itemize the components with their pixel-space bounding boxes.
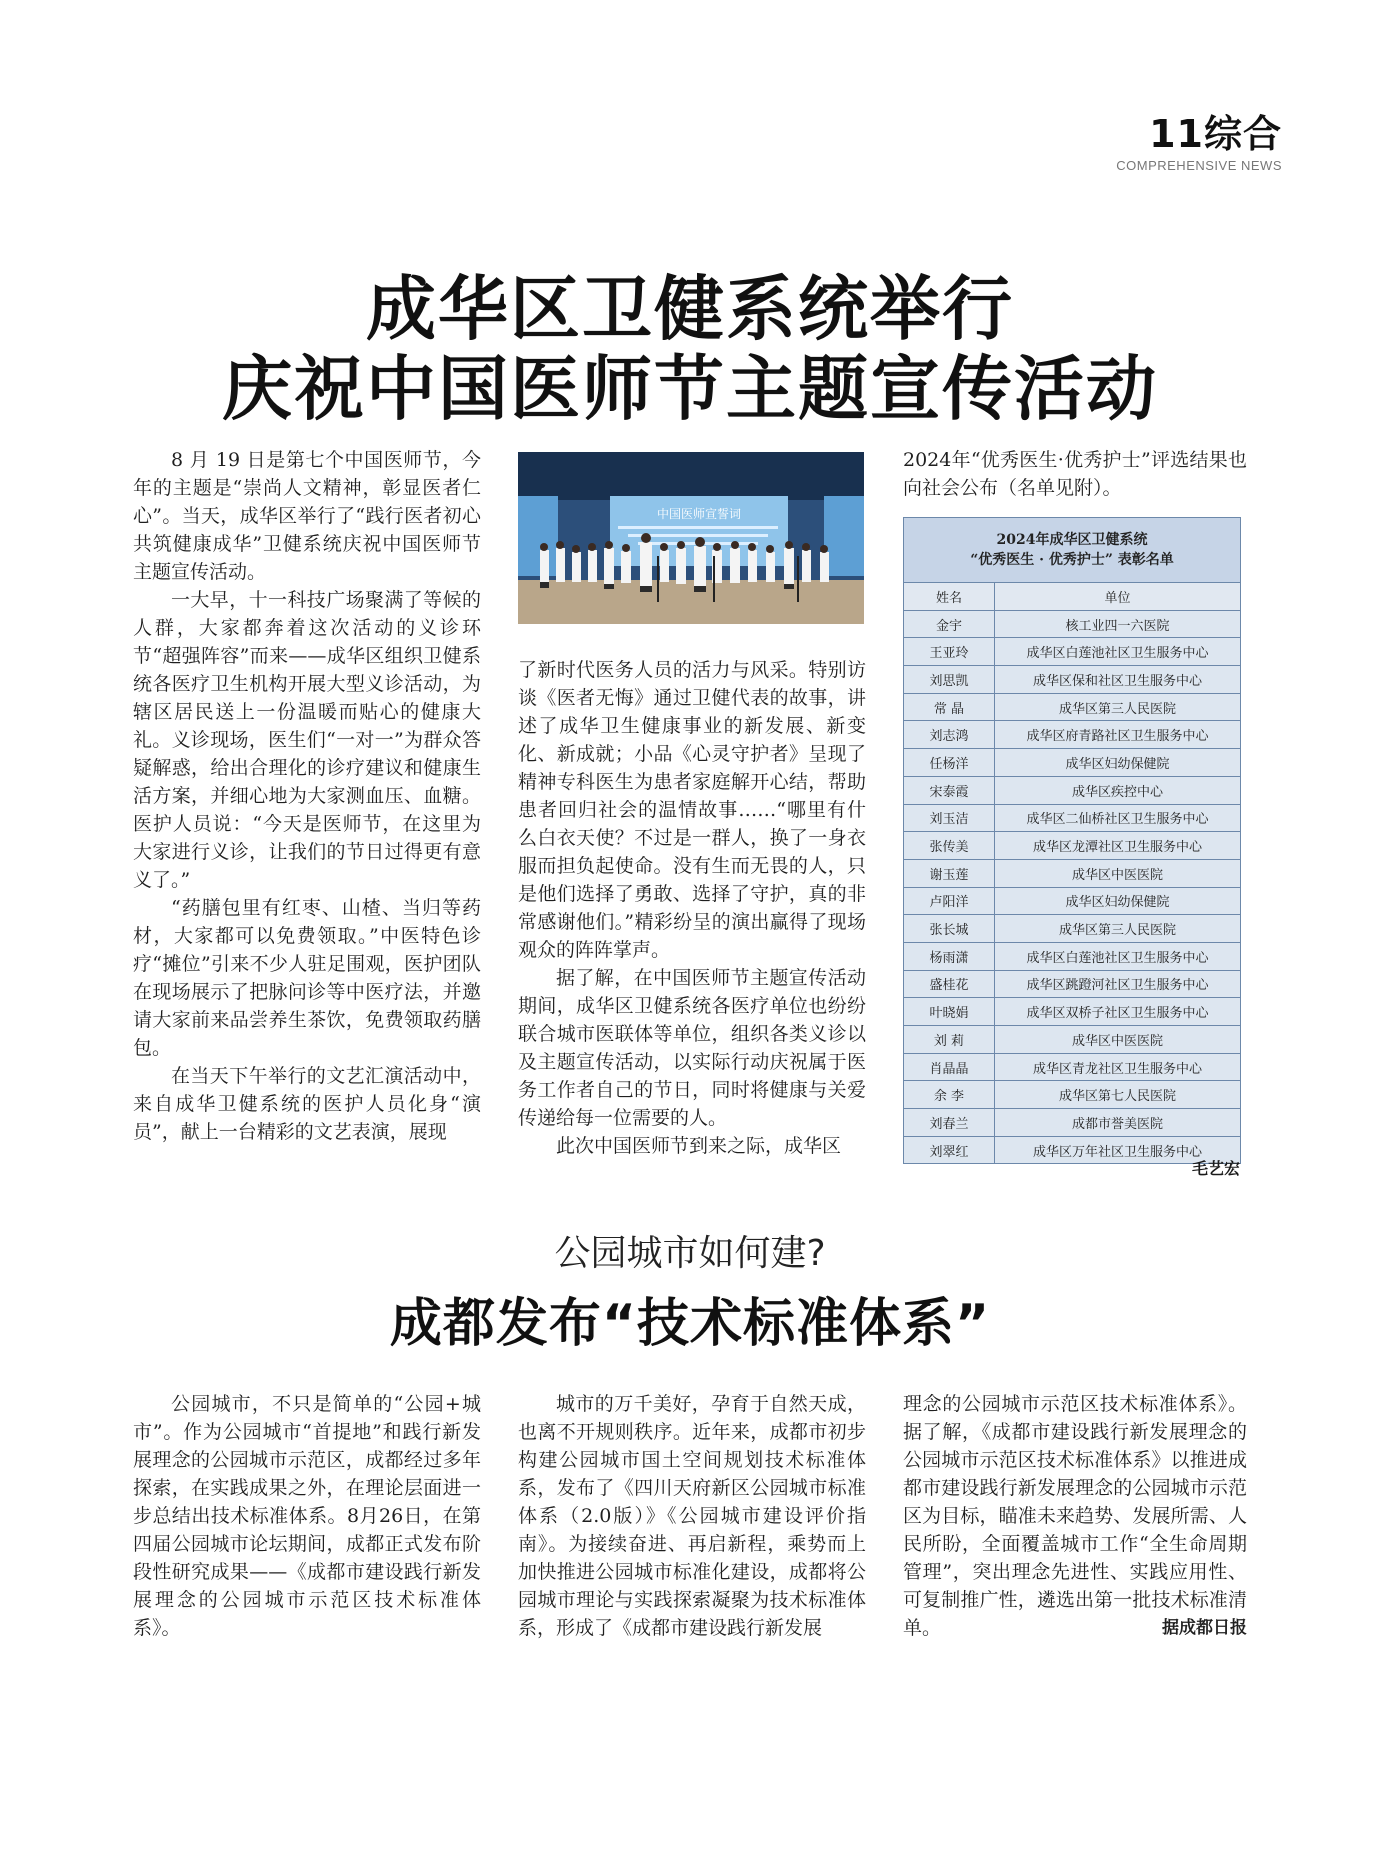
paragraph: 8 月 19 日是第七个中国医师节，今年的主题是“崇尚人文精神，彰显医者仁心”。当天，成华区举行了“践行医者初心 共筑健康成华”卫健系统庆祝中国医师节主题宣传活动。 bbox=[133, 449, 481, 583]
cell-unit: 成华区第七人民医院 bbox=[995, 1081, 1241, 1109]
cell-name: 张长城 bbox=[904, 915, 995, 943]
table-row bbox=[904, 970, 1241, 998]
cell-name: 刘 莉 bbox=[904, 1026, 995, 1054]
table-row bbox=[904, 998, 1241, 1026]
paragraph: 公园城市，不只是简单的“公园+城市”。作为公园城市“首提地”和践行新发展理念的公园城市示范区，成都经过多年探索，在实践成果之外，在理论层面进一步总结出技术标准体系。8月26日，在第四届公园城市论坛期间，成都正式发布阶段性研究成果——《成都市建设践行新发展理念的公园城市示范区技术标准体系》。 bbox=[133, 1393, 481, 1639]
table-row bbox=[904, 721, 1241, 749]
table-row bbox=[904, 1109, 1241, 1137]
cell-unit: 成华区府青路社区卫生服务中心 bbox=[995, 721, 1241, 749]
cell-name: 卢阳洋 bbox=[904, 887, 995, 915]
cell-unit: 成华区青龙社区卫生服务中心 bbox=[995, 1053, 1241, 1081]
paragraph bbox=[903, 1390, 1247, 1642]
table-row bbox=[904, 804, 1241, 832]
cell-name: 叶晓娟 bbox=[904, 998, 995, 1026]
table-title-line1: 2024年成华区卫健系统 bbox=[996, 532, 1148, 548]
table-row bbox=[904, 666, 1241, 694]
cell-unit: 成华区妇幼保健院 bbox=[995, 749, 1241, 777]
table-row bbox=[904, 610, 1241, 638]
table-row bbox=[904, 859, 1241, 887]
cell-unit: 成华区疾控中心 bbox=[995, 776, 1241, 804]
table-row bbox=[904, 776, 1241, 804]
page-header bbox=[1116, 112, 1282, 173]
section-subtitle: COMPREHENSIVE NEWS bbox=[1116, 158, 1282, 173]
cell-unit: 成华区保和社区卫生服务中心 bbox=[995, 666, 1241, 694]
table-header-row bbox=[904, 583, 1241, 611]
cell-name: 肖晶晶 bbox=[904, 1053, 995, 1081]
article2-column1 bbox=[133, 1390, 481, 1642]
cell-unit: 成华区龙潭社区卫生服务中心 bbox=[995, 832, 1241, 860]
article2-kicker: 公园城市如何建? bbox=[554, 1233, 826, 1274]
paragraph: 在当天下午举行的文艺汇演活动中，来自成华卫健系统的医护人员化身“演员”，献上一台精彩的文艺表演，展现 bbox=[133, 1065, 481, 1143]
cell-unit: 成华区第三人民医院 bbox=[995, 915, 1241, 943]
paragraph: 城市的万千美好，孕育于自然天成，也离不开规则秩序。近年来，成都市初步构建公园城市国土空间规划技术标准体系，发布了《四川天府新区公园城市标准体系（2.0版）》《公园城市建设评价指南》。为接续奋进、再启新程，乘势而上加快推进公园城市标准化建设，成都将公园城市理论与实践探索凝聚为技术标准体系，形成了《成都市建设践行新发展 bbox=[518, 1393, 866, 1639]
table-row bbox=[904, 915, 1241, 943]
paragraph: 了新时代医务人员的活力与风采。特别访谈《医者无悔》通过卫健代表的故事，讲述了成华卫生健康事业的新发展、新变化、新成就；小品《心灵守护者》呈现了精神专科医生为患者家庭解开心结，帮助患者回归社会的温情故事……“哪里有什么白衣天使？不过是一群人，换了一身衣服而担负起使命。没有生而无畏的人，只是他们选择了勇敢、选择了守护，真的非常感谢他们。”精彩纷呈的演出赢得了现场观众的阵阵掌声。 bbox=[518, 659, 866, 961]
article2-title: 成都发布“技术标准体系” bbox=[389, 1294, 991, 1354]
event-photo bbox=[518, 452, 864, 624]
table-row bbox=[904, 749, 1241, 777]
article2-column2 bbox=[518, 1390, 866, 1642]
cell-unit: 成华区中医医院 bbox=[995, 1026, 1241, 1054]
event-photo-illustration bbox=[518, 452, 864, 624]
table-row bbox=[904, 832, 1241, 860]
cell-unit: 成华区白莲池社区卫生服务中心 bbox=[995, 638, 1241, 666]
article2-column3 bbox=[903, 1390, 1247, 1642]
cell-name: 谢玉莲 bbox=[904, 859, 995, 887]
article1-author: 毛艺宏 bbox=[1191, 1159, 1240, 1178]
cell-name: 刘翠红 bbox=[904, 1136, 995, 1164]
paragraph: 据了解，在中国医师节主题宣传活动期间，成华区卫健系统各医疗单位也纷纷联合城市医联体等单位，组织各类义诊以及主题宣传活动，以实际行动庆祝属于医务工作者自己的节日，同时将健康与关爱传递给每一位需要的人。 bbox=[518, 967, 866, 1129]
section-title: 11综合 bbox=[1149, 112, 1282, 156]
article1-title-line2: 庆祝中国医师节主题宣传活动 bbox=[222, 348, 1158, 430]
article1-column3-intro bbox=[903, 446, 1247, 502]
article1-title-line1: 成华区卫健系统举行 bbox=[366, 268, 1014, 350]
cell-unit: 成华区第三人民医院 bbox=[995, 693, 1241, 721]
cell-name: 刘志鸿 bbox=[904, 721, 995, 749]
paragraph: 2024年“优秀医生·优秀护士”评选结果也向社会公布（名单见附）。 bbox=[903, 449, 1247, 499]
cell-unit: 成华区万年社区卫生服务中心 bbox=[995, 1136, 1241, 1164]
cell-name: 常 晶 bbox=[904, 693, 995, 721]
table-row bbox=[904, 638, 1241, 666]
table-row bbox=[904, 1053, 1241, 1081]
table-row bbox=[904, 1026, 1241, 1054]
cell-unit: 成华区跳蹬河社区卫生服务中心 bbox=[995, 970, 1241, 998]
paragraph-text: 理念的公园城市示范区技术标准体系》。据了解，《成都市建设践行新发展理念的公园城市示范区技术标准体系》以推进成都市建设践行新发展理念的公园城市示范区为目标，瞄准未来趋势、发展所需、人民所盼，全面覆盖城市工作“全生命周期管理”，突出理念先进性、实践应用性、可复制推广性，遴选出第一批技术标准清单。 bbox=[903, 1393, 1247, 1639]
cell-name: 刘玉洁 bbox=[904, 804, 995, 832]
cell-unit: 成华区白莲池社区卫生服务中心 bbox=[995, 942, 1241, 970]
table-title-line2: “优秀医生 · 优秀护士” 表彰名单 bbox=[970, 552, 1174, 568]
table-row bbox=[904, 887, 1241, 915]
cell-name: 宋泰霞 bbox=[904, 776, 995, 804]
cell-unit: 成华区妇幼保健院 bbox=[995, 887, 1241, 915]
cell-name: 金宇 bbox=[904, 610, 995, 638]
cell-name: 盛桂花 bbox=[904, 970, 995, 998]
cell-unit: 成都市誉美医院 bbox=[995, 1109, 1241, 1137]
table-title bbox=[904, 518, 1241, 583]
cell-name: 刘春兰 bbox=[904, 1109, 995, 1137]
cell-name: 余 李 bbox=[904, 1081, 995, 1109]
cell-unit: 成华区二仙桥社区卫生服务中心 bbox=[995, 804, 1241, 832]
cell-name: 王亚玲 bbox=[904, 638, 995, 666]
table-row bbox=[904, 942, 1241, 970]
paragraph: 此次中国医师节到来之际，成华区 bbox=[556, 1135, 842, 1157]
cell-unit: 核工业四一六医院 bbox=[995, 610, 1241, 638]
cell-name: 刘思凯 bbox=[904, 666, 995, 694]
col-header-name: 姓名 bbox=[904, 583, 995, 611]
photo-banner: 中国医师宣誓词 bbox=[656, 507, 742, 521]
col-header-unit: 单位 bbox=[995, 583, 1241, 611]
table-row bbox=[904, 1081, 1241, 1109]
paragraph: 一大早，十一科技广场聚满了等候的人群，大家都奔着这次活动的义诊环节“超强阵容”而来——成华区组织卫健系统各医疗卫生机构开展大型义诊活动，为辖区居民送上一份温暖而贴心的健康大礼。义诊现场，医生们“一对一”为群众答疑解惑，给出合理化的诊疗建议和健康生活方案，并细心地为大家测血压、血糖。医护人员说：“今天是医师节，在这里为大家进行义诊，让我们的节日过得更有意义了。” bbox=[133, 589, 481, 891]
award-table bbox=[903, 517, 1241, 1164]
cell-unit: 成华区双桥子社区卫生服务中心 bbox=[995, 998, 1241, 1026]
article1-column2 bbox=[518, 656, 866, 1160]
cell-unit: 成华区中医医院 bbox=[995, 859, 1241, 887]
table-row bbox=[904, 693, 1241, 721]
cell-name: 任杨洋 bbox=[904, 749, 995, 777]
article1-column1 bbox=[133, 446, 481, 1146]
article2-source: 据成都日报 bbox=[1162, 1618, 1247, 1638]
table-title-row bbox=[904, 518, 1241, 583]
cell-name: 杨雨潇 bbox=[904, 942, 995, 970]
cell-name: 张传美 bbox=[904, 832, 995, 860]
paragraph: “药膳包里有红枣、山楂、当归等药材，大家都可以免费领取。”中医特色诊疗“摊位”引来不少人驻足围观，医护团队在现场展示了把脉问诊等中医疗法，并邀请大家前来品尝养生茶饮，免费领取药膳包。 bbox=[133, 897, 481, 1059]
